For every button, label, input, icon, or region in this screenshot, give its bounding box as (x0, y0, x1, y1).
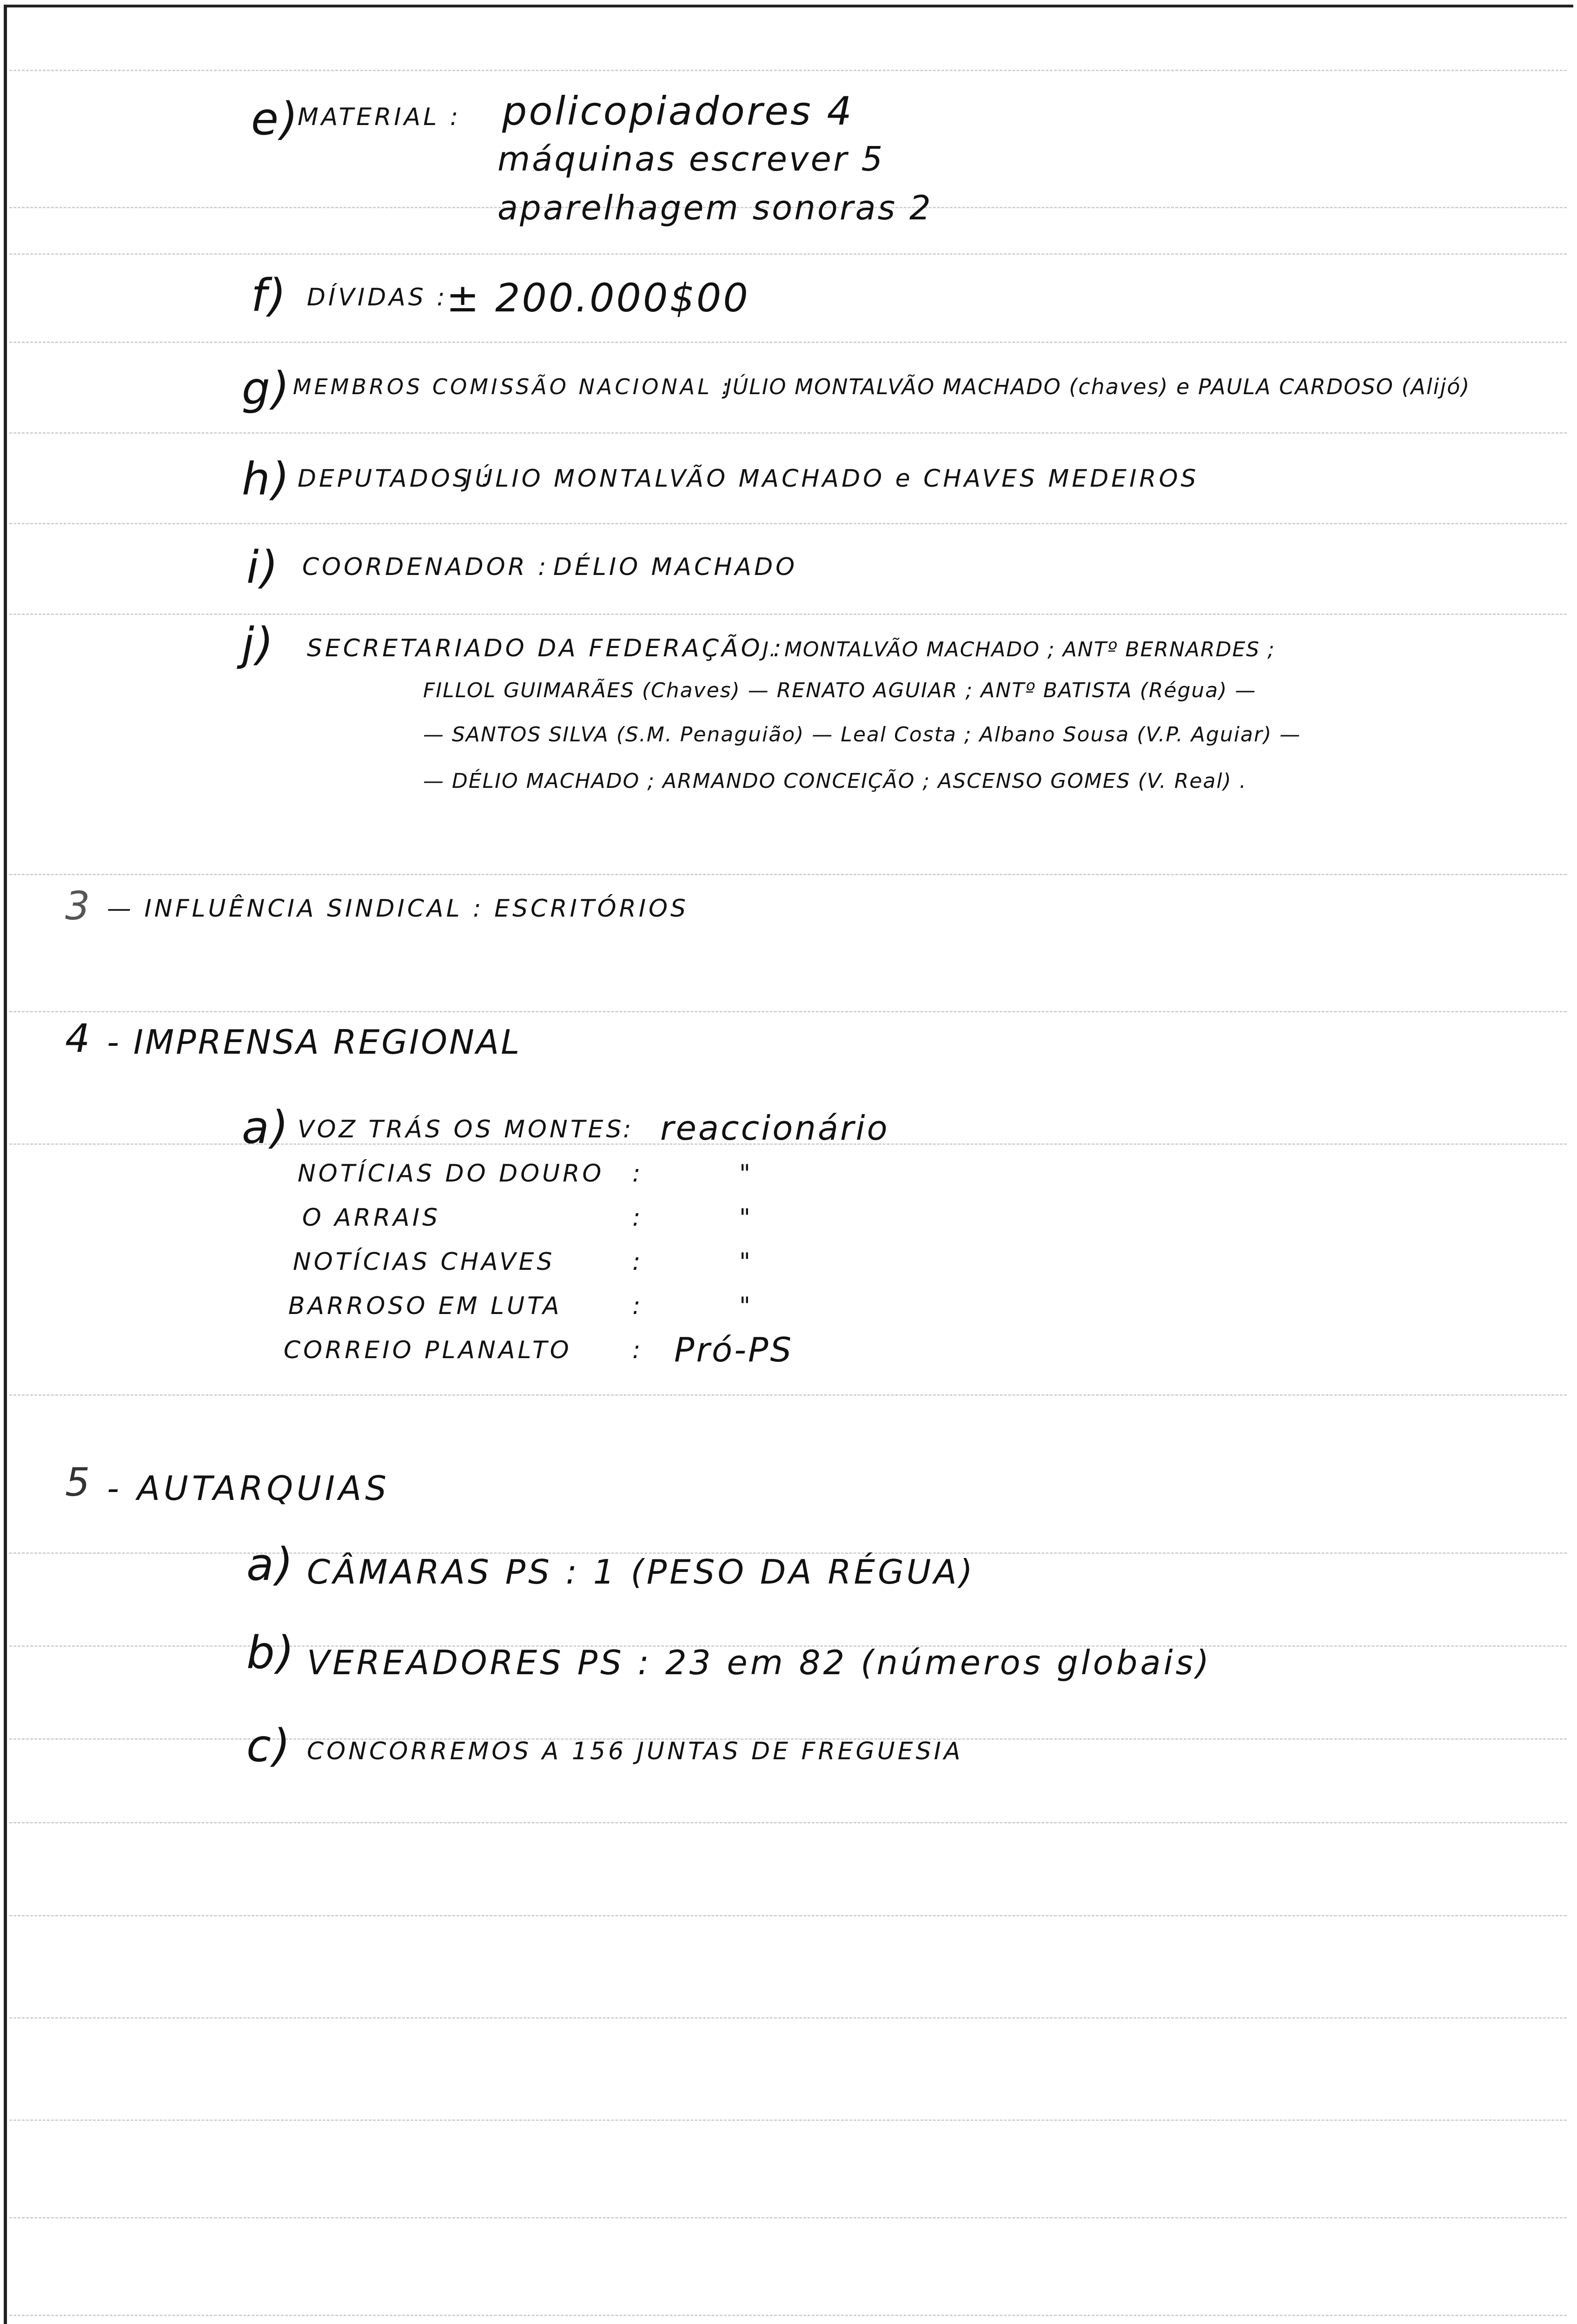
ruled-line (9, 614, 1567, 615)
press-name: O ARRAIS (302, 1204, 441, 1232)
autarquias-item: CONCORREMOS A 156 JUNTAS DE FREGUESIA (307, 1737, 963, 1765)
item-marker: h) (242, 453, 292, 505)
ruled-line (9, 70, 1567, 71)
coordenador-label: COORDENADOR : (302, 553, 549, 581)
press-value: Pró-PS (674, 1330, 794, 1369)
press-value: " (739, 1204, 753, 1232)
section-number: 5 (65, 1459, 92, 1505)
press-name: CORREIO PLANALTO (284, 1336, 572, 1364)
press-value: " (739, 1160, 753, 1188)
page-left-border (4, 5, 7, 2324)
ruled-line (9, 342, 1567, 343)
material-item: máquinas escrever 5 (497, 139, 885, 178)
deputados-label: DEPUTADOS : (298, 465, 492, 493)
item-marker: b) (246, 1627, 296, 1679)
item-marker: a) (242, 1102, 291, 1154)
ruled-line (9, 1822, 1567, 1823)
imprensa-heading: - IMPRENSA REGIONAL (107, 1023, 522, 1062)
ruled-line (9, 253, 1567, 255)
press-sep: : (632, 1336, 643, 1364)
ruled-line (9, 2315, 1567, 2316)
item-marker: c) (246, 1720, 292, 1772)
press-value: reaccionário (660, 1109, 889, 1148)
material-item: aparelhagem sonoras 2 (497, 188, 933, 227)
ruled-line (9, 1915, 1567, 1916)
autarquias-heading: - AUTARQUIAS (107, 1469, 391, 1508)
press-name: NOTÍCIAS DO DOURO (298, 1160, 604, 1188)
page-top-border (7, 5, 1573, 7)
press-sep: : (632, 1160, 643, 1188)
ruled-line (9, 1394, 1567, 1396)
secretariado-line: FILLOL GUIMARÃES (Chaves) — RENATO AGUIAR ; ANTº BATISTA (Régua) — (423, 679, 1257, 702)
comissao-value: JÚLIO MONTALVÃO MACHADO (chaves) e PAULA CARDOSO (Alijó) (725, 374, 1471, 399)
coordenador-value: DÉLIO MACHADO (553, 553, 798, 581)
press-name: BARROSO EM LUTA (288, 1292, 562, 1320)
press-name: VOZ TRÁS OS MONTES (298, 1116, 624, 1143)
ruled-line (9, 2217, 1567, 2218)
ruled-line (9, 2119, 1567, 2121)
influencia-heading: — INFLUÊNCIA SINDICAL : ESCRITÓRIOS (107, 895, 689, 923)
section-number: 4 (65, 1016, 92, 1061)
item-marker: g) (242, 363, 292, 415)
material-label: MATERIAL : (298, 103, 461, 131)
ruled-line (9, 2017, 1567, 2019)
ruled-line (9, 523, 1567, 524)
item-marker: a) (246, 1538, 295, 1591)
item-marker: j) (242, 618, 276, 670)
press-sep: : (623, 1116, 634, 1143)
material-item: policopiadores 4 (502, 88, 854, 134)
ruled-line (9, 1011, 1567, 1012)
secretariado-line: J. MONTALVÃO MACHADO ; ANTº BERNARDES ; (762, 638, 1275, 661)
dividas-label: DÍVIDAS : (307, 284, 448, 311)
autarquias-item: VEREADORES PS : 23 em 82 (números globais) (307, 1643, 1212, 1682)
secretariado-line: — DÉLIO MACHADO ; ARMANDO CONCEIÇÃO ; ASCENSO GOMES (V. Real) . (423, 769, 1247, 793)
item-marker: e) (251, 93, 300, 145)
secretariado-label: SECRETARIADO DA FEDERAÇÃO : (307, 634, 784, 662)
deputados-value: JÚLIO MONTALVÃO MACHADO e CHAVES MEDEIROS (465, 465, 1199, 493)
press-sep: : (632, 1292, 643, 1320)
secretariado-line: — SANTOS SILVA (S.M. Penaguião) — Leal Costa ; Albano Sousa (V.P. Aguiar) — (423, 723, 1301, 746)
dividas-value: ± 200.000$00 (446, 275, 750, 321)
item-marker: i) (246, 541, 280, 594)
section-number: 3 (65, 883, 92, 929)
item-marker: f) (251, 270, 288, 322)
press-name: NOTÍCIAS CHAVES (293, 1248, 555, 1276)
autarquias-item: CÂMARAS PS : 1 (PESO DA RÉGUA) (307, 1552, 975, 1591)
ruled-line (9, 432, 1567, 434)
press-value: " (739, 1292, 753, 1320)
ruled-line (9, 874, 1567, 875)
comissao-label: MEMBROS COMISSÃO NACIONAL : (293, 374, 732, 399)
press-sep: : (632, 1204, 643, 1232)
press-sep: : (632, 1248, 643, 1276)
press-value: " (739, 1248, 753, 1276)
